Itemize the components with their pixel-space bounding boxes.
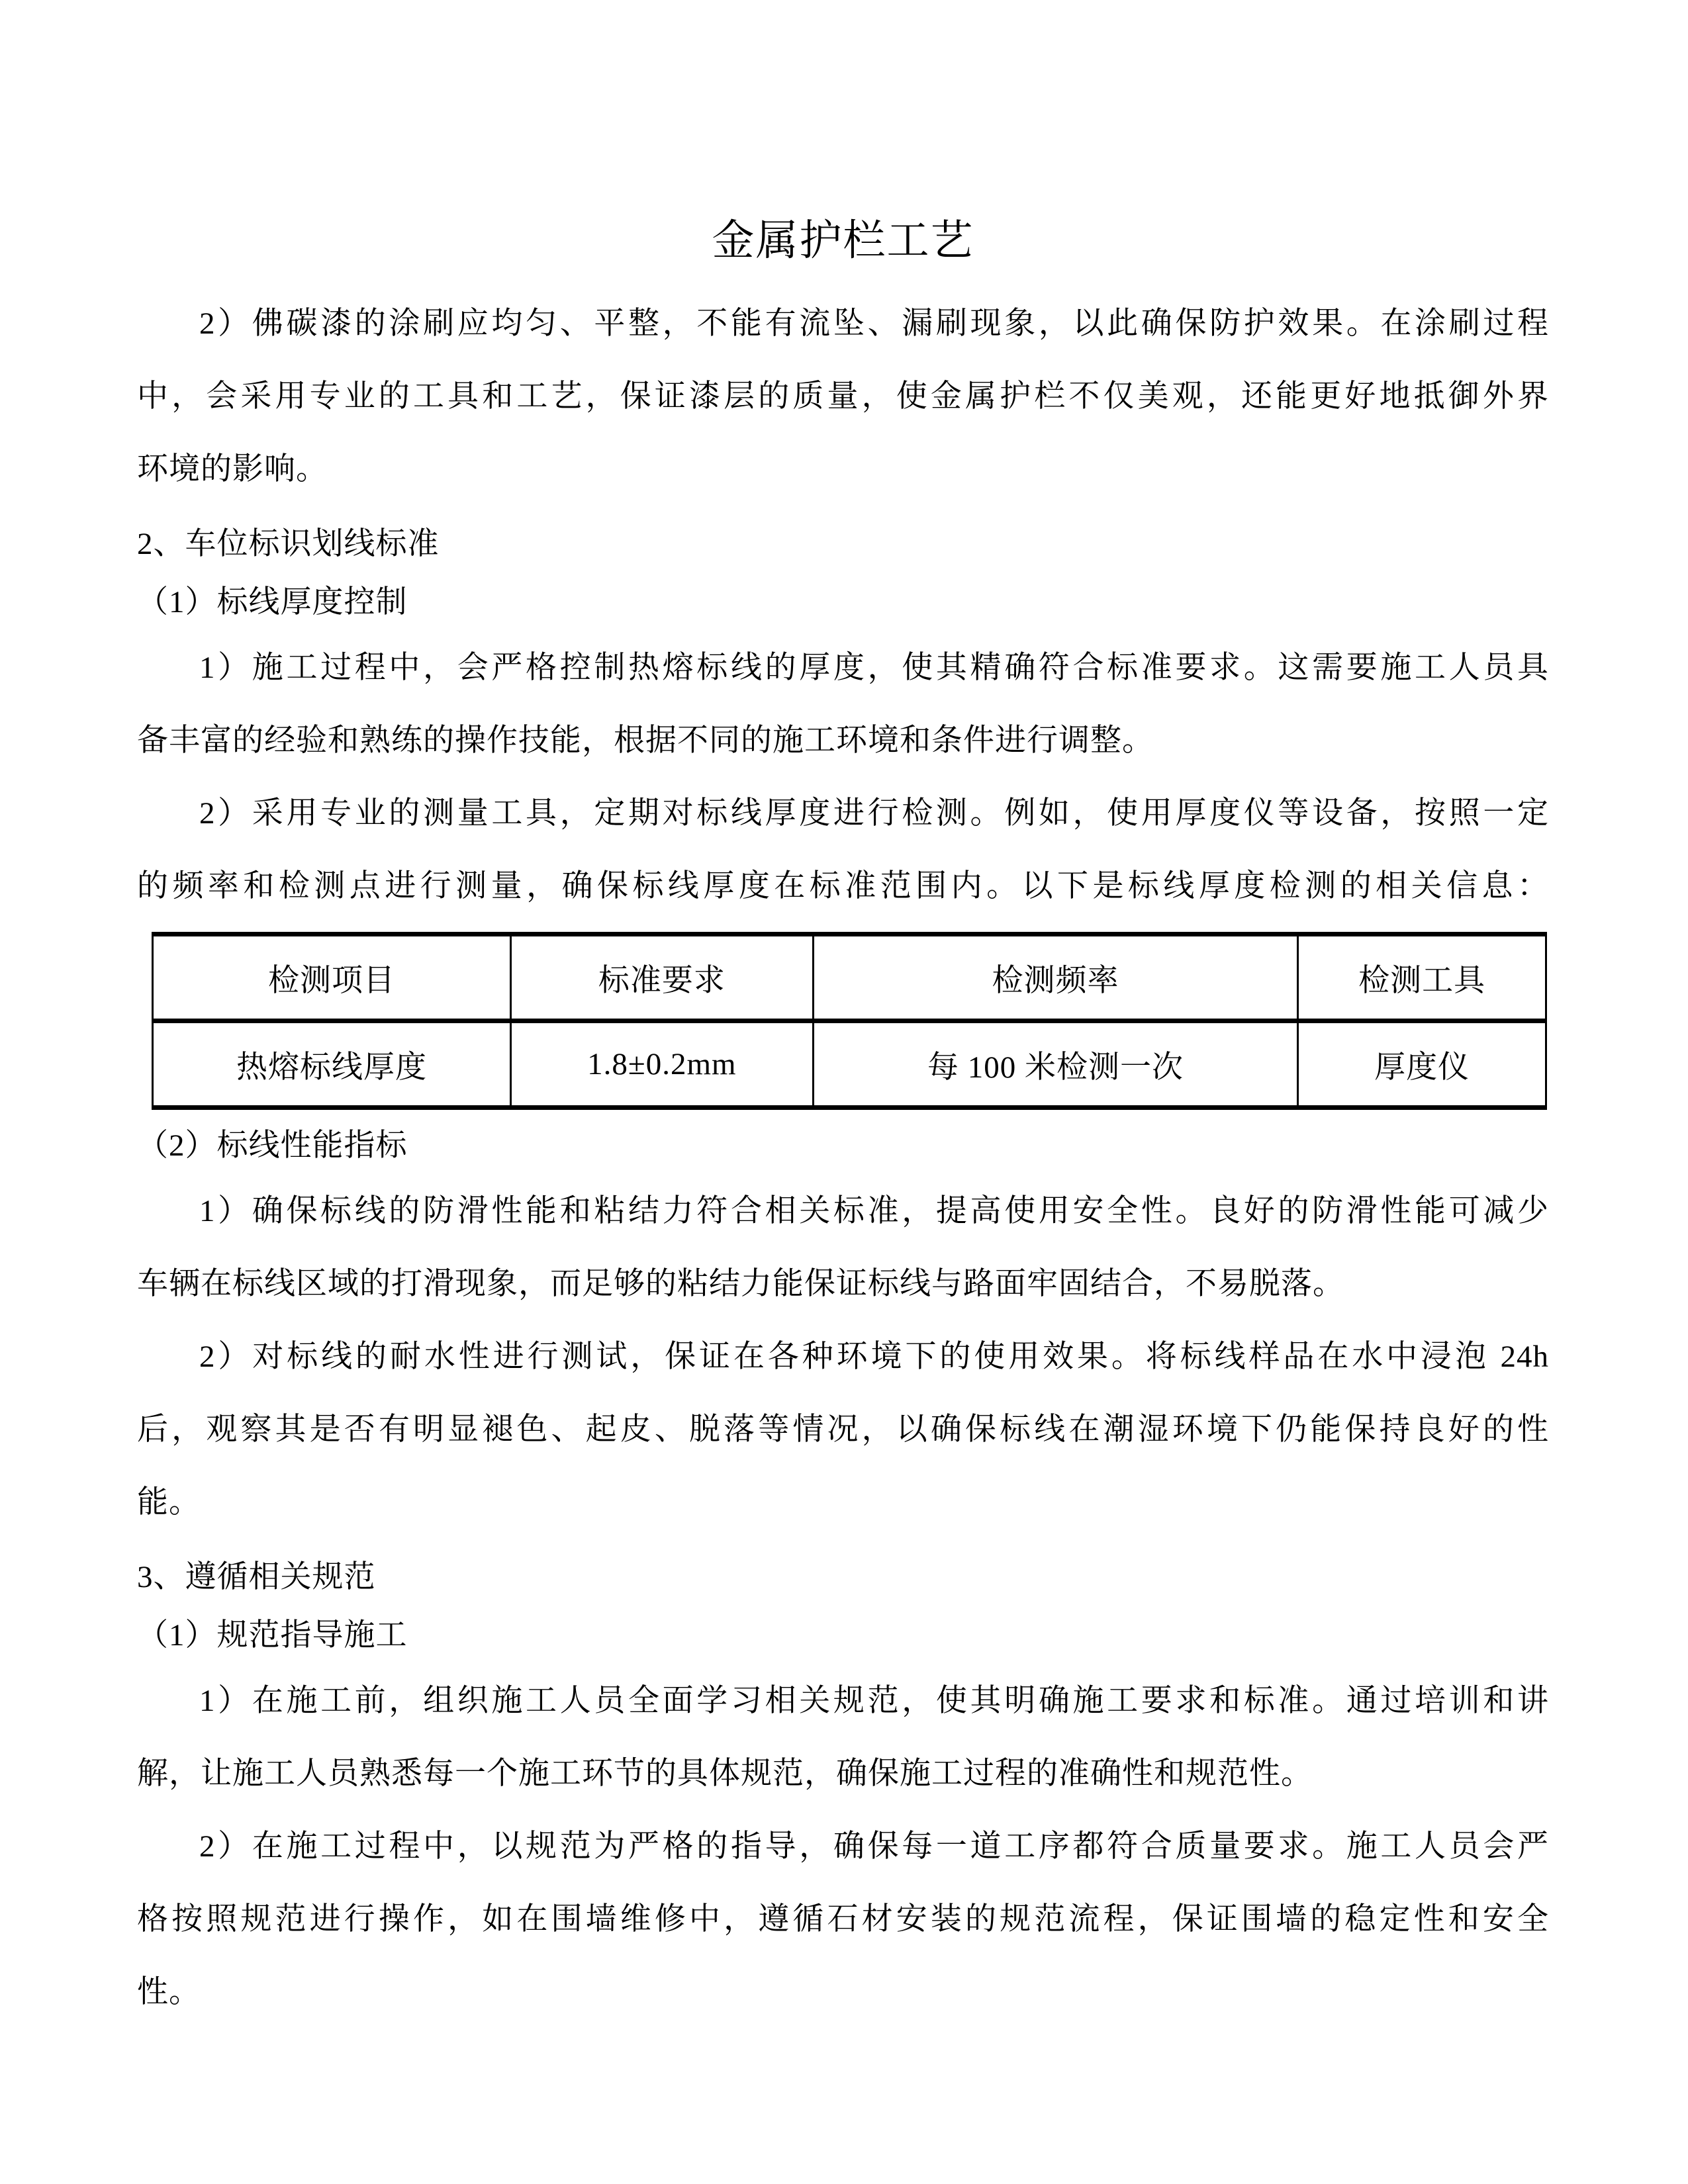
paragraph-line: 1）确保标线的防滑性能和粘结力符合相关标准，提高使用安全性。良好的防滑性能可减少 — [199, 1194, 1549, 1228]
subheading-standard-guided-construction: （1）规范指导施工 — [137, 1618, 408, 1653]
paragraph-line: 中，会采用专业的工具和工艺，保证漆层的质量，使金属护栏不仅美观，还能更好地抵御外界 — [137, 379, 1549, 414]
paragraph-line: 2）在施工过程中，以规范为严格的指导，确保每一道工序都符合质量要求。施工人员会严 — [199, 1829, 1549, 1864]
paragraph-line: 1）在施工前，组织施工人员全面学习相关规范，使其明确施工要求和标准。通过培训和讲 — [199, 1684, 1549, 1718]
paragraph-line: 环境的影响。 — [137, 452, 328, 486]
table-header-cell: 检测项目 — [153, 934, 511, 1021]
subheading-line-performance: （2）标线性能指标 — [137, 1128, 408, 1163]
paragraph-line: 1）施工过程中，会严格控制热熔标线的厚度，使其精确符合标准要求。这需要施工人员具 — [199, 651, 1549, 685]
paragraph-thickness-measurement — [137, 777, 1549, 923]
table-header-cell: 检测频率 — [813, 934, 1298, 1021]
table-header-row — [153, 934, 1546, 1021]
paragraph-line: 格按照规范进行操作，如在围墙维修中，遵循石材安装的规范流程，保证围墙的稳定性和安全 — [137, 1902, 1549, 1936]
table-header-cell: 检测工具 — [1298, 934, 1546, 1021]
paragraph-pre-construction-training — [137, 1664, 1549, 1810]
paragraph-line: 车辆在标线区域的打滑现象，而足够的粘结力能保证标线与路面牢固结合，不易脱落。 — [137, 1267, 1344, 1301]
table-header-cell: 标准要求 — [510, 934, 813, 1021]
paragraph-line: 后，观察其是否有明显褪色、起皮、脱落等情况，以确保标线在潮湿环境下仍能保持良好的性 — [137, 1412, 1549, 1447]
paragraph-line: 2）采用专业的测量工具，定期对标线厚度进行检测。例如，使用厚度仪等设备，按照一定 — [199, 796, 1549, 831]
table-cell: 每 100 米检测一次 — [813, 1021, 1298, 1108]
paragraph-line: 能。 — [137, 1485, 201, 1520]
table-cell: 热熔标线厚度 — [153, 1021, 511, 1108]
paragraph-construction-process-standard — [137, 1810, 1549, 2028]
paragraph-water-resistance — [137, 1320, 1549, 1539]
table-cell: 厚度仪 — [1298, 1021, 1546, 1108]
paragraph-line: 备丰富的经验和熟练的操作技能，根据不同的施工环境和条件进行调整。 — [137, 723, 1154, 758]
paragraph-paint-coating — [137, 287, 1549, 506]
subheading-line-thickness-control: （1）标线厚度控制 — [137, 585, 408, 619]
thickness-inspection-table — [152, 932, 1547, 1110]
paragraph-line: 2）佛碳漆的涂刷应均匀、平整，不能有流坠、漏刷现象，以此确保防护效果。在涂刷过程 — [199, 306, 1549, 341]
paragraph-line: 2）对标线的耐水性进行测试，保证在各种环境下的使用效果。将标线样品在水中浸泡 24h — [199, 1340, 1549, 1374]
table-data-row — [153, 1021, 1546, 1108]
heading-parking-line-standard: 2、车位标识划线标准 — [137, 527, 440, 561]
paragraph-line: 的频率和检测点进行测量，确保标线厚度在标准范围内。以下是标线厚度检测的相关信息： — [137, 869, 1549, 903]
paragraph-thickness-control — [137, 631, 1549, 777]
paragraph-line: 解，让施工人员熟悉每一个施工环节的具体规范，确保施工过程的准确性和规范性。 — [137, 1756, 1313, 1791]
heading-follow-standards: 3、遵循相关规范 — [137, 1560, 376, 1594]
paragraph-antiskid-adhesion — [137, 1175, 1549, 1320]
page-title: 金属护栏工艺 — [712, 217, 974, 264]
paragraph-line: 性。 — [137, 1975, 201, 2009]
table-cell: 1.8±0.2mm — [510, 1021, 813, 1108]
